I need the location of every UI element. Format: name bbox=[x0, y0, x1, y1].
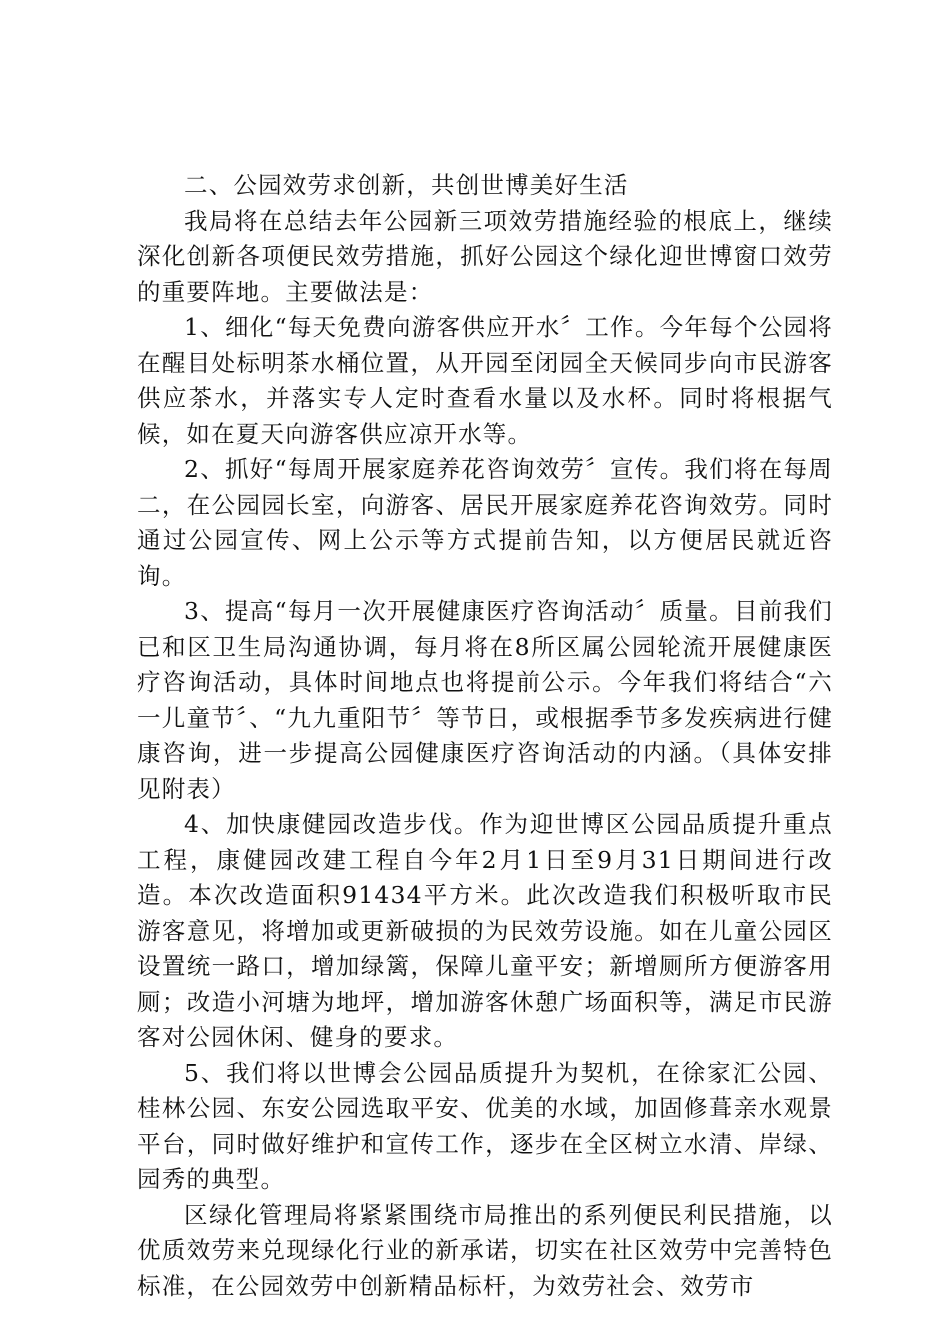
paragraph-closing: 区绿化管理局将紧紧围绕市局推出的系列便民利民措施，以优质效劳来兑现绿化行业的新承诺，切实在社区效劳中完善特色标准，在公园效劳中创新精品标杆，为效劳社会、效劳市 bbox=[137, 1200, 833, 1300]
paragraph-item-2: 2、抓好“每周开展家庭养花咨询效劳〞宣传。我们将在每周二，在公园园长室，向游客、居民开展家庭养花咨询效劳。同时通过公园宣传、网上公示等方式提前告知，以方便居民就近咨询。 bbox=[137, 455, 833, 590]
paragraph-item-5: 5、我们将以世博会公园品质提升为契机，在徐家汇公园、桂林公园、东安公园选取平安、优美的水域，加固修葺亲水观景平台，同时做好维护和宣传工作，逐步在全区树立水清、岸绿、园秀的典型。 bbox=[137, 1058, 833, 1193]
paragraph-item-3: 3、提高“每月一次开展健康医疗咨询活动〞质量。目前我们已和区卫生局沟通协调，每月将在8所区属公园轮流开展健康医疗咨询活动，具体时间地点也将提前公示。今年我们将结合“六一儿童节〞、“九九重阳节〞等节日，或根据季节多发疾病进行健康咨询，进一步提高公园健康医疗咨询活动的内涵。（具体安排见附表） bbox=[137, 597, 833, 803]
paragraph-item-4: 4、加快康健园改造步伐。作为迎世博区公园品质提升重点工程，康健园改建工程自今年2月1日至9月31日期间进行改造。本次改造面积91434平方米。此次改造我们积极听取市民游客意见，将增加或更新破损的为民效劳设施。如在儿童公园区设置统一路口，增加绿篱，保障儿童平安；新增厕所方便游客用厕；改造小河塘为地坪，增加游客休憩广场面积等，满足市民游客对公园休闲、健身的要求。 bbox=[137, 810, 833, 1051]
paragraph-item-1: 1、细化“每天免费向游客供应开水〞工作。今年每个公园将在醒目处标明茶水桶位置，从开园至闭园全天候同步向市民游客供应茶水，并落实专人定时查看水量以及水杯。同时将根据气候，如在夏天向游客供应凉开水等。 bbox=[137, 313, 833, 448]
document-body bbox=[137, 168, 833, 1304]
paragraph-intro: 我局将在总结去年公园新三项效劳措施经验的根底上，继续深化创新各项便民效劳措施，抓好公园这个绿化迎世博窗口效劳的重要阵地。主要做法是： bbox=[137, 206, 833, 306]
section-heading: 二、公园效劳求创新，共创世博美好生活 bbox=[184, 171, 629, 199]
